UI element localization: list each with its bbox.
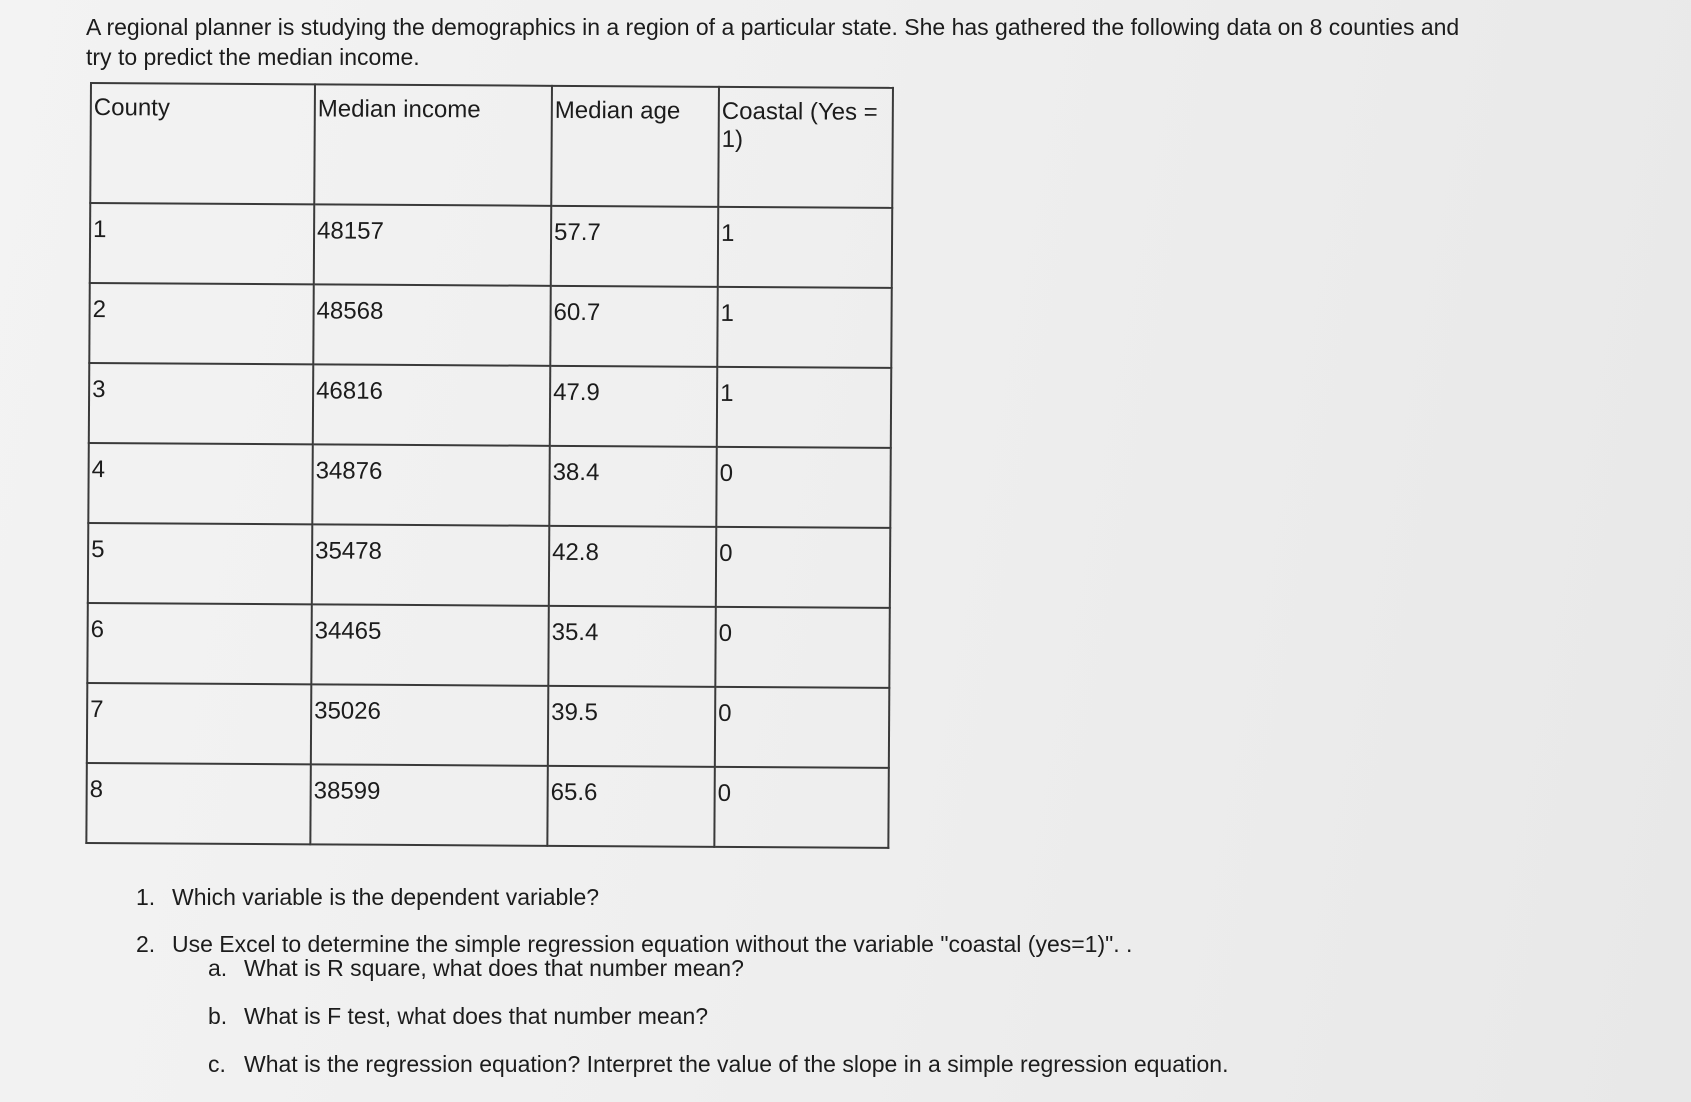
cell-age: 65.6 [547, 766, 714, 847]
cell-income: 48568 [313, 284, 550, 365]
table-header-row [90, 83, 893, 208]
cell-income: 35478 [312, 524, 549, 605]
sub-question-text: What is R square, what does that number mean? [244, 955, 744, 981]
cell-income: 35026 [311, 684, 548, 765]
cell-coastal: 1 [717, 367, 891, 448]
intro-line-1: A regional planner is studying the demographics in a region of a particular state. She has gathered the following data on 8 counties and [86, 14, 1460, 40]
cell-income: 48157 [314, 204, 551, 285]
cell-age: 39.5 [548, 686, 715, 767]
cell-income: 46816 [313, 364, 550, 445]
question-number: 2. [136, 931, 156, 957]
cell-county: 6 [87, 603, 311, 684]
cell-income: 34465 [311, 604, 548, 685]
cell-age: 38.4 [549, 446, 716, 527]
cell-age: 57.7 [551, 206, 718, 287]
cell-county: 3 [89, 363, 313, 444]
table-row [89, 363, 891, 448]
cell-coastal: 0 [715, 607, 889, 688]
cell-county: 7 [87, 683, 311, 764]
question-text: Use Excel to determine the simple regression equation without the variable "coastal (yes=1)". . [172, 931, 1133, 957]
header-coastal-line-2: 1) [721, 125, 744, 153]
county-data-table [85, 82, 894, 849]
sub-question-letter: b. [208, 1003, 228, 1029]
cell-age: 60.7 [550, 286, 717, 367]
sub-question-b [136, 1001, 1636, 1031]
sub-question-letter: a. [208, 955, 228, 981]
table-row [90, 203, 892, 288]
sub-question-text: What is the regression equation? Interpret the value of the slope in a simple regression equation. [244, 1051, 1229, 1077]
cell-coastal: 0 [716, 447, 890, 528]
cell-county: 2 [89, 283, 313, 364]
intro-paragraph [86, 12, 1586, 72]
cell-coastal: 1 [717, 287, 891, 368]
cell-age: 42.8 [549, 526, 716, 607]
table-row [87, 603, 889, 688]
table-row [88, 443, 890, 528]
cell-county: 1 [90, 203, 314, 284]
table-row [86, 763, 888, 848]
cell-income: 38599 [310, 764, 547, 845]
intro-line-2: try to predict the median income. [86, 44, 420, 70]
sub-question-text: What is F test, what does that number mean? [244, 1003, 709, 1029]
cell-coastal: 0 [714, 767, 888, 848]
header-coastal [718, 87, 893, 208]
cell-county: 5 [88, 523, 312, 604]
cell-age: 35.4 [548, 606, 715, 687]
cell-county: 4 [88, 443, 312, 524]
sub-question-a [136, 953, 1636, 983]
header-coastal-line-1: Coastal (Yes = [721, 97, 878, 126]
sub-question-letter: c. [208, 1051, 226, 1077]
cell-coastal: 0 [715, 687, 889, 768]
question-list [136, 882, 1636, 1079]
table-row [88, 523, 890, 608]
question-number: 1. [136, 884, 156, 910]
cell-county: 8 [86, 763, 310, 844]
sub-question-c [136, 1049, 1636, 1079]
cell-coastal: 1 [718, 207, 892, 288]
cell-coastal: 0 [716, 527, 890, 608]
header-median-age: Median age [551, 86, 719, 207]
table-row [87, 683, 889, 768]
cell-age: 47.9 [550, 366, 717, 447]
header-county: County [90, 83, 315, 204]
header-median-income: Median income [314, 84, 552, 205]
table-row [89, 283, 891, 368]
question-text: Which variable is the dependent variable? [172, 884, 600, 910]
cell-income: 34876 [312, 444, 549, 525]
question-1 [136, 882, 1636, 912]
